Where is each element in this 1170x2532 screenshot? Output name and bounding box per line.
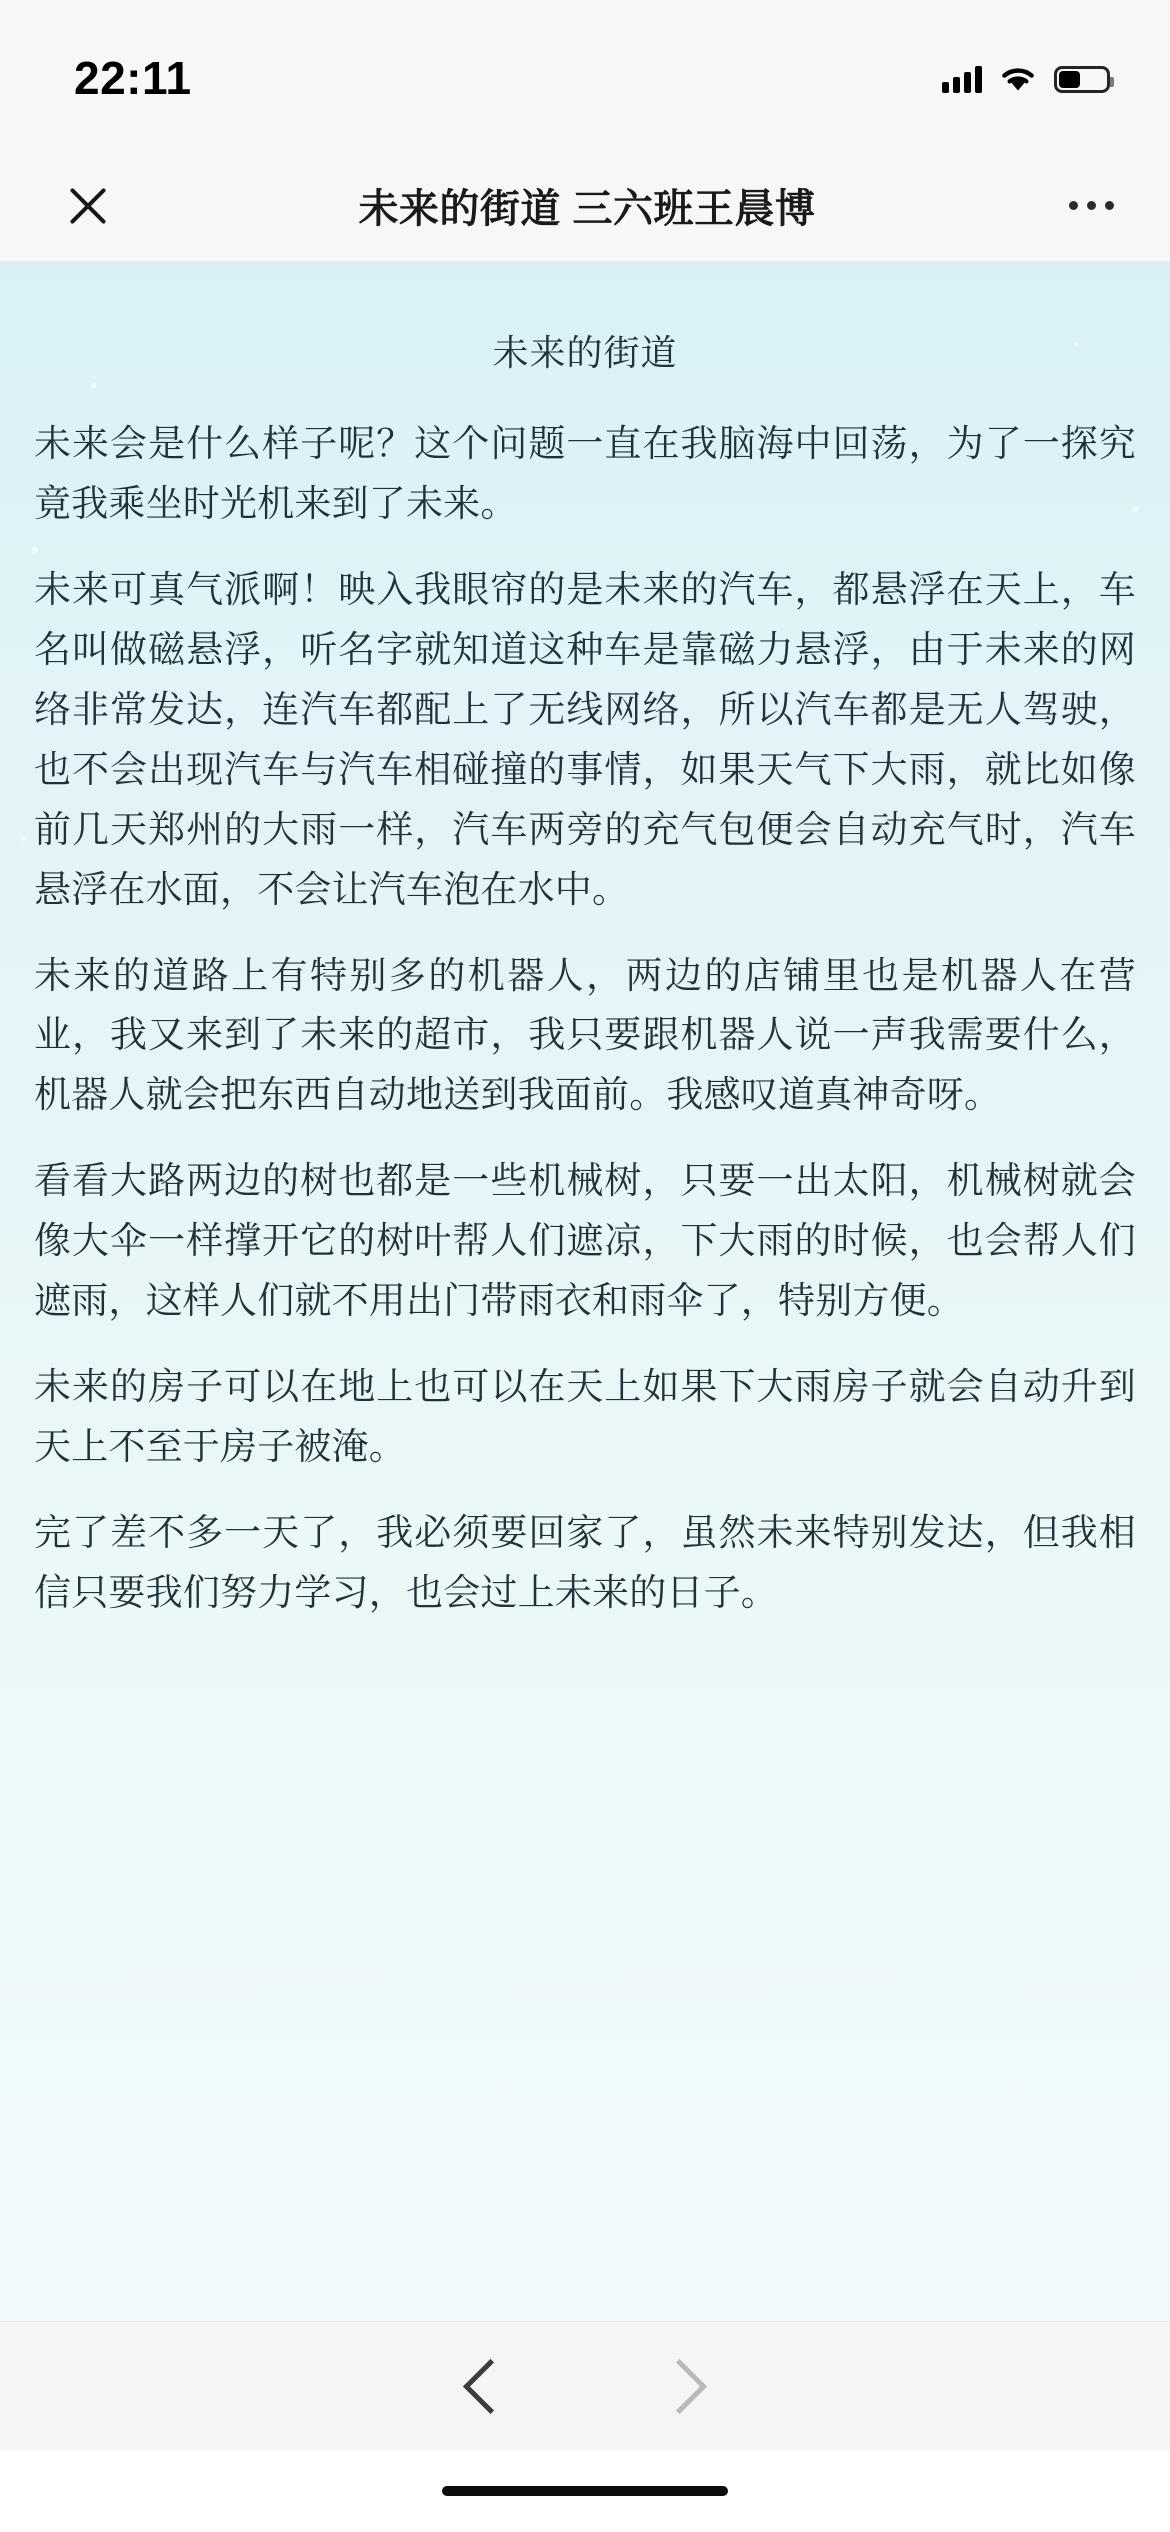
- article-paragraph: 未来的房子可以在地上也可以在天上如果下大雨房子就会自动升到天上不至于房子被淹。: [34, 1366, 1136, 1468]
- more-options-icon[interactable]: [1058, 201, 1114, 210]
- home-indicator[interactable]: [442, 2486, 728, 2496]
- battery-icon: [1054, 66, 1110, 93]
- article-paragraph: 看看大路两边的树也都是一些机械树，只要一出太阳，机械树就会像大伞一样撑开它的树叶帮人们遮凉，下大雨的时候，也会帮人们遮雨，这样人们就不用出门带雨衣和雨伞了，特别方便。: [34, 1160, 1136, 1322]
- article-paragraph: 未来可真气派啊！映入我眼帘的是未来的汽车，都悬浮在天上，车名叫做磁悬浮，听名字就知道这种车是靠磁力悬浮，由于未来的网络非常发达，连汽车都配上了无线网络，所以汽车都是无人驾驶，也不会出现汽车与汽车相碰撞的事情，如果天气下大雨，就比如像前几天郑州的大雨一样，汽车两旁的充气包便会自动充气时，汽车悬浮在水面，不会让汽车泡在水中。: [34, 568, 1136, 910]
- article-paragraph: 未来的道路上有特别多的机器人，两边的店铺里也是机器人在营业，我又来到了未来的超市，我只要跟机器人说一声我需要什么，机器人就会把东西自动地送到我面前。我感叹道真神奇呀。: [34, 954, 1136, 1116]
- status-bar: [0, 0, 1170, 150]
- wifi-icon: [998, 64, 1038, 94]
- cellular-signal-icon: [942, 65, 982, 93]
- chevron-left-icon[interactable]: [463, 2358, 518, 2413]
- status-time: 22:11: [74, 52, 192, 104]
- navigation-bar: [0, 150, 1170, 262]
- home-indicator-area: [0, 2450, 1170, 2532]
- page-title: 未来的街道 三六班王晨博: [358, 187, 816, 231]
- article-paragraph: 未来会是什么样子呢？这个问题一直在我脑海中回荡，为了一探究竟我乘坐时光机来到了未来。: [34, 423, 1136, 524]
- pager-bar: [0, 2321, 1170, 2450]
- close-icon[interactable]: [60, 178, 116, 234]
- chevron-right-icon[interactable]: [652, 2358, 707, 2413]
- status-indicators: [942, 64, 1110, 94]
- document-title: 未来的街道: [492, 332, 678, 373]
- article-paragraph: 完了差不多一天了，我必须要回家了，虽然未来特别发达，但我相信只要我们努力学习，也会过上未来的日子。: [34, 1512, 1136, 1613]
- article-content[interactable]: [0, 262, 1170, 2321]
